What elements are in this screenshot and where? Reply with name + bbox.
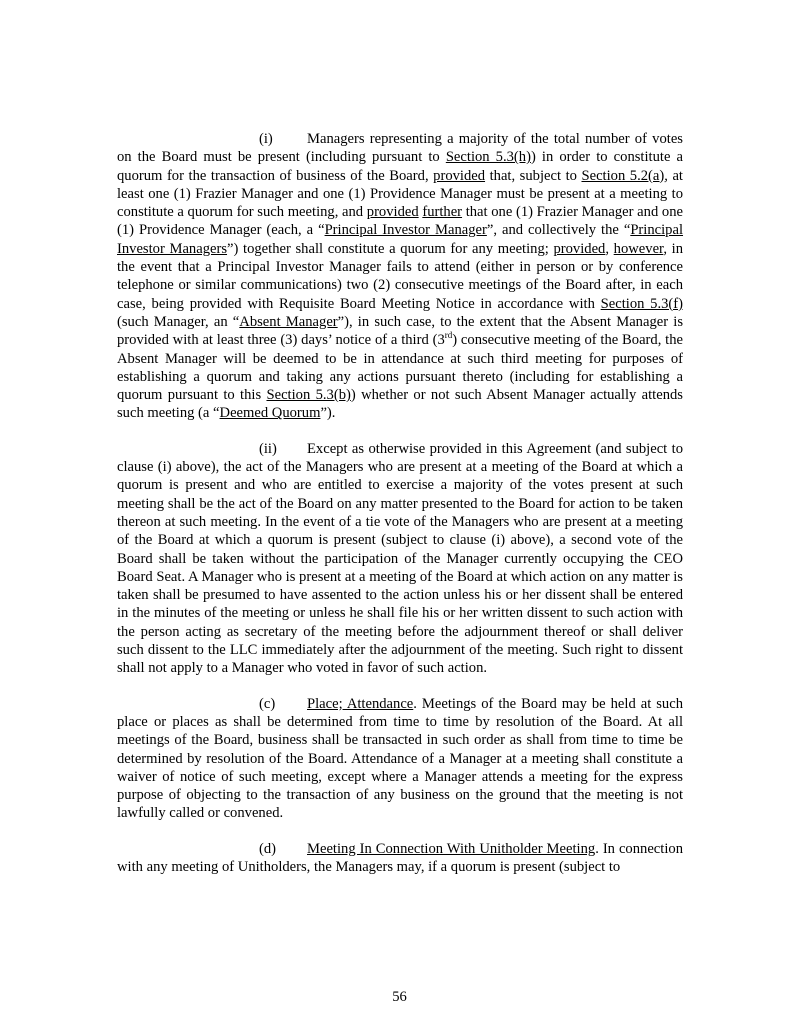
text-run: ”). xyxy=(320,405,336,422)
text-run: . Meetings of the Board may be held at such place or places as shall be determined from time to time by resolution of the Board. At all meetings of the Board, business shall be transacted in such order as shall from time to time be determined by resolution of the Board. Attendance of a Manager at a meeting shall constitute a waiver of notice of such meeting, except where a Manager attends a meeting for the express purpose of objecting to the transaction of any business on the ground that the meeting is not lawfully called or convened. xyxy=(117,695,683,822)
paragraph-label: (d) xyxy=(259,840,277,857)
defined-term: Place; Attendance xyxy=(307,695,414,712)
text-run: , xyxy=(605,240,614,257)
paragraph-text xyxy=(117,841,683,875)
text-run: that, subject to xyxy=(485,167,582,184)
text-run: (such Manager, an “ xyxy=(117,313,240,330)
paragraph-text xyxy=(117,131,683,421)
defined-term: Principal Investor Manager xyxy=(324,222,487,239)
defined-term: Absent Manager xyxy=(239,313,338,330)
paragraph-c-place-attendance xyxy=(117,695,683,823)
text-run: ) whether or not such Absent Manager actually attends such meeting (a “ xyxy=(117,387,683,422)
document-body xyxy=(117,130,683,893)
defined-term: however xyxy=(613,240,664,257)
text-run: , in the event that a Principal Investor Manager fails to attend (either in person or by conference telephone or similar communications) two (2) consecutive meetings of the Board after, in each case, being provided with Requisite Board Meeting Notice in accordance with xyxy=(117,240,684,312)
text-run: ”), in such case, to the extent that the Absent Manager is provided with at least three (3) days’ notice of a third (3 xyxy=(117,313,683,349)
text-run: Except as otherwise provided in this Agreement (and subject to clause (i) above), the act of the Managers who are present at a meeting of the Board at which a quorum is present and who are entitled to exercise a majority of the votes present at such meeting shall be the act of the Board on any matter presented to the Board for action to be taken thereon at such meeting. In the event of a tie vote of the Managers who are present at a meeting of the Board at which a quorum is present (subject to clause (i) above), a second vote of the Board shall be taken without the participation of the Manager currently occupying the CEO Board Seat. A Manager who is present at a meeting of the Board at which action on any matter is taken shall be presumed to have assented to the action unless his or her dissent shall be entered in the minutes of the meeting or unless he shall file his or her written dissent to such action with the person acting as secretary of the meeting before the adjournment thereof or shall deliver such dissent to the LLC immediately after the adjournment of the meeting. Such right to dissent shall not apply to a Manager who voted in favor of such action. xyxy=(117,440,683,677)
defined-term: provided xyxy=(433,167,486,184)
paragraph-label: (c) xyxy=(259,695,276,712)
text-run: ) in order to constitute a quorum for the transaction of business of the Board, xyxy=(117,149,683,184)
ordinal-suffix: rd xyxy=(444,330,453,341)
page-number: 56 xyxy=(392,989,407,1005)
paragraph-d-unitholder-meeting xyxy=(117,840,683,877)
text-run: that one (1) Frazier Manager and one (1) Providence Manager (each, a “ xyxy=(117,204,683,239)
defined-term: Section 5.3(b) xyxy=(266,387,351,404)
text-run: ) consecutive meeting of the Board, the Absent Manager will be deemed to be in attendance at such third meeting for purposes of establishing a quorum and taking any actions pursuant thereto (including for establishing a quorum pursuant to this xyxy=(117,332,683,404)
paragraph-text xyxy=(117,441,683,677)
text-run: , at least one (1) Frazier Manager and one (1) Providence Manager must be present at a meeting to constitute a quorum for such meeting, and xyxy=(117,167,683,221)
defined-term: Meeting In Connection With Unitholder Meeting xyxy=(307,840,596,857)
paragraph-label: (i) xyxy=(259,131,273,147)
defined-term: Section 5.2(a) xyxy=(581,167,665,184)
text-run: . In connection with any meeting of Unitholders, the Managers may, if a quorum is present (subject to xyxy=(117,840,683,875)
defined-term: Principal Investor Managers xyxy=(117,222,684,257)
text-run: Managers representing a majority of the total number of votes on the Board must be present (including pursuant to xyxy=(117,131,683,166)
defined-term: Deemed Quorum xyxy=(219,405,321,422)
defined-term: provided xyxy=(366,204,419,221)
paragraph-text xyxy=(117,696,683,822)
defined-term: provided xyxy=(553,240,606,257)
paragraph-ii xyxy=(117,440,683,678)
defined-term: Section 5.3(f) xyxy=(600,295,683,312)
paragraph-label: (ii) xyxy=(259,440,277,457)
paragraph-i xyxy=(117,130,683,423)
defined-term: Section 5.3(h) xyxy=(445,149,531,166)
text-run: ”, and collectively the “ xyxy=(486,222,631,239)
text-run: ”) together shall constitute a quorum for any meeting; xyxy=(227,240,554,257)
defined-term: further xyxy=(422,204,463,221)
